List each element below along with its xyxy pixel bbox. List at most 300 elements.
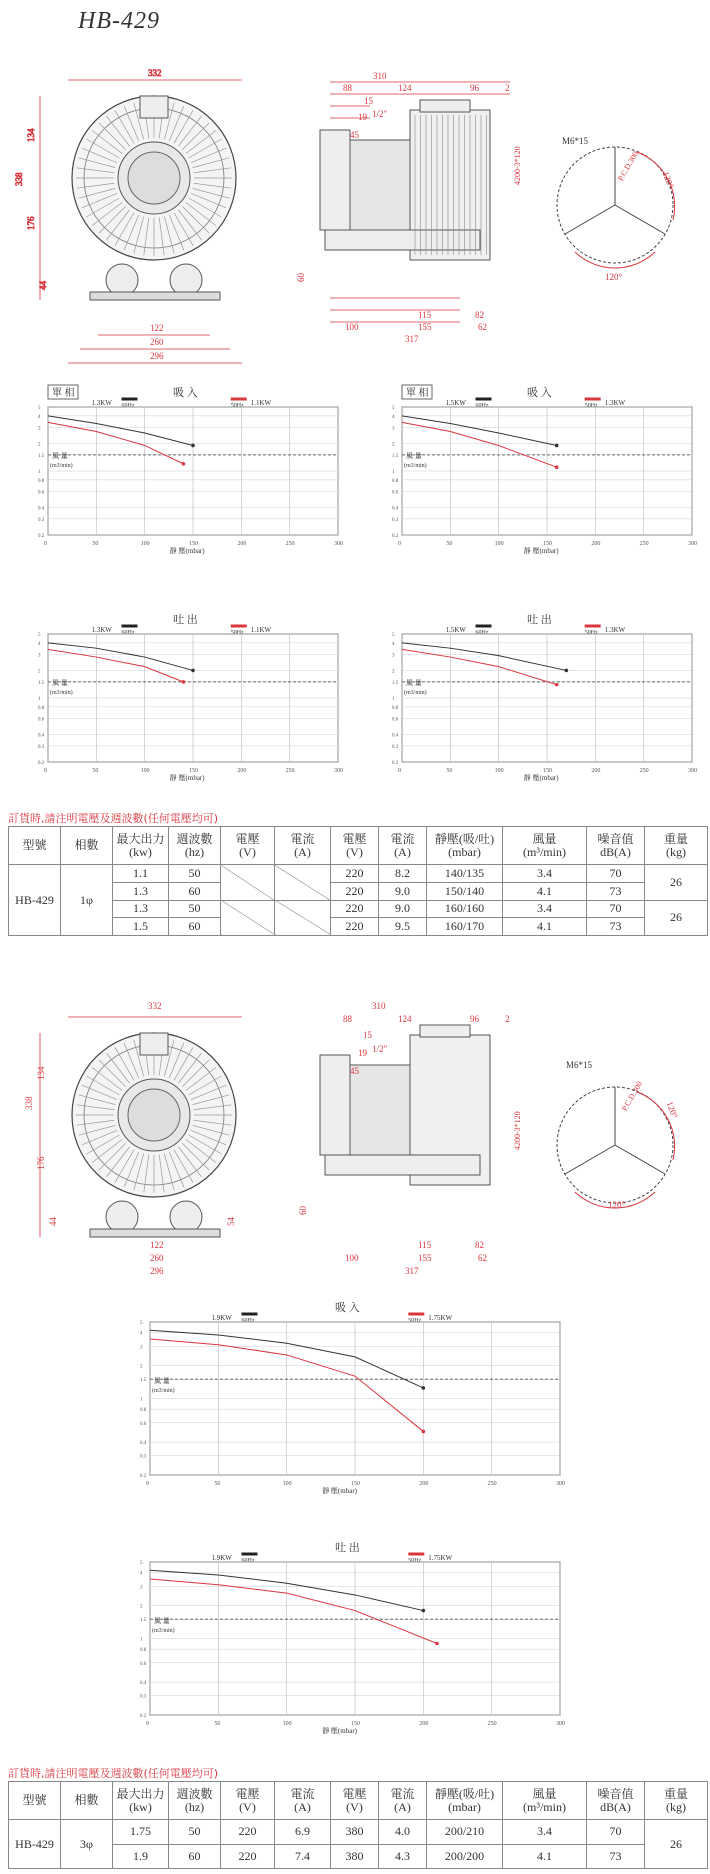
y-tick-label: 0.4: [140, 1681, 147, 1687]
table-cell: 3.4: [503, 1820, 587, 1845]
y-tick-label: 0.8: [140, 1648, 147, 1654]
y-tick-label: 3: [38, 426, 41, 432]
x-axis-label: 靜 壓(mbar): [169, 774, 205, 782]
x-tick-label: 150: [189, 768, 198, 774]
y-tick-label: 0.6: [140, 1661, 147, 1667]
y-axis-unit: (m3/min): [152, 1628, 175, 1635]
chart-svg: [392, 612, 702, 802]
y-tick-label: 1: [140, 1397, 143, 1403]
table-cell: 4.0: [379, 1820, 427, 1845]
dim2-side-62: 62: [478, 1253, 487, 1263]
dim-side-half: 1/2": [372, 109, 388, 119]
table-cell: 220: [331, 882, 379, 900]
table-cell: 1.75: [113, 1820, 169, 1845]
y-tick-label: 0.4: [38, 733, 45, 739]
legend-label: 1.9KW: [211, 1554, 232, 1562]
dim-side-pipe: 4200-3*120: [513, 146, 522, 185]
dim-side-60: 60: [296, 273, 306, 282]
table-cell: 1.3: [113, 900, 169, 918]
x-axis-label: 靜 壓(mbar): [523, 774, 559, 782]
dim2-side-15: 15: [363, 1030, 372, 1040]
dim-b1: 122: [150, 323, 164, 333]
y-tick-label: 2: [140, 1364, 143, 1370]
legend-label: 1.9KW: [211, 1314, 232, 1322]
series-end-point: [422, 1609, 426, 1613]
legend-hz: 1.1KW: [250, 399, 272, 407]
order-note-1: 訂貨時,請注明電壓及週波數(任何電壓均可): [8, 812, 219, 825]
table-cell: 8.2: [379, 865, 427, 883]
th2-power: 最大出力 (kw): [113, 1782, 169, 1820]
legend-label: 50Hz: [584, 403, 598, 409]
y-tick-label: 1: [38, 697, 41, 702]
dim2-b2: 260: [150, 1253, 164, 1263]
y-tick-label: 0.8: [38, 705, 45, 711]
chart-three-phase-suction: [140, 1300, 570, 1515]
table-cell: 3.4: [503, 865, 587, 883]
legend-hz: 60Hz: [121, 403, 135, 409]
y-tick-label: 0.8: [140, 1408, 147, 1414]
table-cell: 220: [331, 865, 379, 883]
series-end-point: [422, 1386, 426, 1390]
chart-title: 吸 入: [527, 387, 552, 399]
y-tick-label: 0.2: [392, 761, 399, 766]
legend-label: 1.5KW: [445, 626, 466, 634]
x-axis-label: 靜 壓(mbar): [169, 547, 205, 555]
table-cell: 1.5: [113, 918, 169, 936]
legend-hz: 60Hz: [475, 630, 489, 636]
legend-hz: 1.75KW: [428, 1554, 453, 1562]
y-tick-label: 1.5: [140, 1378, 147, 1384]
legend-label: 50Hz: [408, 1318, 422, 1324]
x-axis-label: 靜 壓(mbar): [523, 547, 559, 555]
y-tick-label: 0.4: [38, 506, 45, 512]
th-power: 最大出力 (kw): [113, 827, 169, 865]
x-tick-label: 200: [591, 768, 601, 774]
dim-h1: 134: [26, 128, 36, 142]
table-cell: 6.9: [275, 1820, 331, 1845]
y-tick-label: 0.8: [392, 478, 399, 484]
th-phase: 相數: [61, 827, 113, 865]
series-end-point: [191, 669, 195, 673]
y-axis-unit: (m3/min): [50, 463, 73, 470]
table-cell: 4.1: [503, 1844, 587, 1869]
x-tick-label: 300: [556, 1721, 565, 1727]
x-axis-label: 靜 壓(mbar): [322, 1487, 357, 1495]
dim-b3: 296: [150, 351, 164, 361]
table-cell: 60: [169, 882, 221, 900]
x-tick-label: 250: [487, 1721, 497, 1727]
series-end-point: [555, 683, 559, 687]
y-tick-label: 2: [392, 669, 395, 675]
flange2-pcd-label: P.C.D.300: [620, 1079, 645, 1113]
y-tick-label: 0.8: [38, 478, 45, 484]
y-tick-label: 3: [392, 653, 395, 659]
dim-side-317: 317: [405, 334, 419, 344]
dim-h2: 176: [26, 216, 36, 230]
dim2-side-317: 317: [405, 1266, 419, 1276]
x-tick-label: 100: [494, 541, 504, 547]
table-cell: 9.0: [379, 882, 427, 900]
table-cell: 150/140: [427, 882, 503, 900]
x-tick-label: 100: [140, 541, 150, 547]
dim2-h1: 134: [36, 1066, 46, 1080]
y-tick-label: 0.4: [140, 1441, 147, 1447]
x-tick-label: 0: [398, 768, 401, 774]
x-tick-label: 50: [92, 768, 99, 774]
flange2-bolt-label: M6*15: [566, 1060, 593, 1070]
y-tick-label: 1.5: [38, 680, 45, 686]
table-cell: 3.4: [503, 900, 587, 918]
series-line: [48, 422, 183, 463]
series-end-point: [182, 462, 186, 466]
dim-side-124: 124: [398, 83, 412, 93]
cell-phase: 1φ: [61, 865, 113, 936]
cell2-phase: 3φ: [61, 1820, 113, 1869]
x-tick-label: 100: [140, 768, 150, 774]
table-cell: 73: [587, 1844, 645, 1869]
dim-side-45: 45: [350, 130, 359, 140]
y-tick-label: 0.2: [38, 534, 45, 539]
x-tick-label: 150: [351, 1721, 360, 1727]
table-cell: 1.3: [113, 882, 169, 900]
dim2-side-2: 2: [505, 1014, 510, 1024]
y-tick-label: 4: [140, 1571, 143, 1577]
th-voltage-1: 電壓 (V): [221, 827, 275, 865]
y-tick-label: 0.2: [392, 534, 399, 539]
dim2-h3: 44: [48, 1217, 58, 1226]
table-cell: 200/210: [427, 1820, 503, 1845]
y-tick-label: 2: [392, 442, 395, 448]
legend-label: 50Hz: [230, 403, 244, 409]
th-freq: 週波數 (hz): [169, 827, 221, 865]
dim-width: 332: [148, 68, 162, 78]
dim-side-82: 82: [475, 310, 484, 320]
chart-title: 吐 出: [335, 1542, 360, 1554]
dim2-side-total: 310: [372, 1001, 386, 1011]
chart-discharge-2: [392, 612, 702, 802]
series-end-point: [191, 444, 195, 448]
dim2-side-96: 96: [470, 1014, 479, 1024]
x-tick-label: 0: [398, 541, 401, 547]
table-cell: 9.5: [379, 918, 427, 936]
chart-single-phase-suction-1: [38, 385, 348, 575]
table-cell: 1.9: [113, 1844, 169, 1869]
dim2-height: 338: [24, 1096, 34, 1110]
x-tick-label: 200: [419, 1481, 429, 1487]
y-tick-label: 0.3: [38, 744, 45, 750]
blank-cell: [275, 865, 331, 901]
dimension-drawing-bottom: [0, 995, 710, 1255]
th2-voltage-2: 電壓 (V): [331, 1782, 379, 1820]
th2-airflow: 風量 (m³/min): [503, 1782, 587, 1820]
legend-label: 50Hz: [230, 630, 244, 636]
y-tick-label: 0.6: [38, 717, 45, 723]
table-cell: 7.4: [275, 1844, 331, 1869]
y-axis-unit: (m3/min): [50, 690, 73, 697]
y-tick-label: 2: [38, 442, 41, 448]
y-tick-label: 0.2: [38, 761, 45, 766]
dim-side-155: 155: [418, 322, 432, 332]
x-tick-label: 100: [282, 1481, 292, 1487]
y-axis-unit: (m3/min): [404, 463, 427, 470]
x-tick-label: 300: [334, 541, 343, 547]
chart-title: 吸 入: [173, 387, 198, 399]
table-cell: 220: [221, 1844, 275, 1869]
y-axis-label: 風 量: [52, 452, 68, 461]
table-cell: 50: [169, 1820, 221, 1845]
table-cell: 220: [331, 918, 379, 936]
y-tick-label: 3: [140, 1585, 143, 1591]
legend-hz: 60Hz: [121, 630, 135, 636]
th2-model: 型號: [9, 1782, 61, 1820]
y-tick-label: 1: [38, 470, 41, 475]
chart-single-phase-suction-2: [392, 385, 702, 575]
y-tick-label: 5: [392, 633, 395, 638]
flange-angle-b: 120°: [605, 272, 623, 282]
dim2-b1: 122: [150, 1240, 164, 1250]
dim2-width: 332: [148, 1001, 162, 1011]
th2-freq: 週波數 (hz): [169, 1782, 221, 1820]
table-cell: 380: [331, 1820, 379, 1845]
y-tick-label: 5: [38, 633, 41, 638]
y-tick-label: 3: [392, 426, 395, 432]
table-cell: 1.1: [113, 865, 169, 883]
legend-hz: 1.75KW: [428, 1314, 453, 1322]
table-cell: 4.3: [379, 1844, 427, 1869]
y-tick-label: 0.6: [38, 490, 45, 496]
series-end-point: [555, 465, 559, 469]
th2-noise: 噪音值 dB(A): [587, 1782, 645, 1820]
y-tick-label: 0.2: [140, 1474, 147, 1479]
table-cell: 73: [587, 918, 645, 936]
y-tick-label: 1: [392, 470, 395, 475]
y-tick-label: 4: [38, 414, 41, 420]
cell-weight: 26: [645, 865, 708, 901]
chart-title: 吐 出: [527, 614, 552, 626]
y-tick-label: 0.3: [140, 1694, 147, 1700]
dim2-side-115: 115: [418, 1240, 432, 1250]
y-tick-label: 1: [392, 697, 395, 702]
y-tick-label: 4: [392, 414, 395, 420]
legend-label: 50Hz: [584, 630, 598, 636]
y-axis-label: 風 量: [406, 679, 422, 688]
x-tick-label: 250: [487, 1481, 497, 1487]
x-tick-label: 250: [639, 541, 649, 547]
th2-voltage-1: 電壓 (V): [221, 1782, 275, 1820]
y-tick-label: 0.4: [392, 506, 399, 512]
series-end-point: [422, 1430, 426, 1434]
legend-hz: 1.1KW: [250, 626, 272, 634]
front-view: [72, 96, 236, 300]
x-tick-label: 0: [146, 1721, 149, 1727]
x-tick-label: 300: [688, 541, 697, 547]
y-tick-label: 4: [140, 1331, 143, 1337]
y-tick-label: 0.6: [392, 717, 399, 723]
flange-bolt-label: M6*15: [562, 136, 589, 146]
dim-side-96: 96: [470, 83, 479, 93]
dim-side-15: 15: [364, 96, 373, 106]
x-tick-label: 50: [214, 1481, 221, 1487]
dim-h3: 44: [38, 281, 48, 290]
flange-pcd-label: P.C.D.300: [616, 149, 641, 183]
x-tick-label: 150: [189, 541, 198, 547]
th-pressure: 靜壓(吸/吐) (mbar): [427, 827, 503, 865]
y-axis-label: 風 量: [154, 1617, 170, 1626]
chart-svg: [140, 1540, 570, 1755]
x-tick-label: 50: [446, 768, 453, 774]
dim2-h2: 176: [36, 1156, 46, 1170]
flange-diagram-top: [545, 130, 695, 290]
legend-hz: 60Hz: [241, 1558, 255, 1564]
model-title: HB-429: [78, 8, 160, 34]
series-end-point: [435, 1642, 439, 1646]
x-tick-label: 50: [446, 541, 453, 547]
table-cell: 60: [169, 918, 221, 936]
table-cell: 70: [587, 900, 645, 918]
y-tick-label: 0.8: [392, 705, 399, 711]
y-tick-label: 5: [392, 406, 395, 411]
x-tick-label: 150: [351, 1481, 360, 1487]
th2-pressure: 靜壓(吸/吐) (mbar): [427, 1782, 503, 1820]
x-tick-label: 300: [688, 768, 697, 774]
x-tick-label: 200: [237, 541, 247, 547]
table-cell: 60: [169, 1844, 221, 1869]
y-tick-label: 3: [140, 1345, 143, 1351]
table-cell: 73: [587, 882, 645, 900]
x-tick-label: 0: [146, 1481, 149, 1487]
chart-title: 吸 入: [335, 1302, 360, 1314]
spec-table-1: [8, 826, 708, 936]
dim2-side-82: 82: [475, 1240, 484, 1250]
cell2-weight: 26: [645, 1820, 708, 1869]
y-tick-label: 2: [38, 669, 41, 675]
legend-label: 1.3KW: [91, 626, 112, 634]
dim2-side: 54: [226, 1217, 236, 1226]
dim2-side-155: 155: [418, 1253, 432, 1263]
x-tick-label: 200: [591, 541, 601, 547]
th2-phase: 相數: [61, 1782, 113, 1820]
legend-hz: 1.3KW: [604, 399, 626, 407]
chart-phase: 單 相: [406, 388, 429, 399]
legend-hz: 60Hz: [475, 403, 489, 409]
x-tick-label: 150: [543, 541, 552, 547]
chart-svg: [38, 385, 348, 575]
y-tick-label: 1.5: [140, 1618, 147, 1624]
chart-svg: [38, 612, 348, 802]
front-view-2: [72, 1033, 236, 1237]
th-current-1: 電流 (A): [275, 827, 331, 865]
dim2-side-pipe: 4200-3*120: [513, 1111, 522, 1150]
y-tick-label: 0.2: [140, 1714, 147, 1719]
x-tick-label: 200: [237, 768, 247, 774]
series-end-point: [555, 444, 559, 448]
x-tick-label: 250: [285, 768, 295, 774]
dim2-side-88: 88: [343, 1014, 352, 1024]
cell-model: HB-429: [9, 865, 61, 936]
th-voltage-2: 電壓 (V): [331, 827, 379, 865]
side-view-top: [310, 70, 520, 360]
blank-cell: [221, 900, 275, 936]
series-line: [48, 416, 193, 446]
legend-label: 1.5KW: [445, 399, 466, 407]
table-cell: 50: [169, 900, 221, 918]
dim2-side-124: 124: [398, 1014, 412, 1024]
dim-b2: 260: [150, 337, 164, 347]
y-tick-label: 0.4: [392, 733, 399, 739]
dim2-side-60: 60: [298, 1206, 308, 1215]
y-tick-label: 0.3: [392, 517, 399, 523]
y-tick-label: 2: [140, 1604, 143, 1610]
dim2-side-45: 45: [350, 1066, 359, 1076]
chart-svg: [140, 1300, 570, 1515]
order-note-2: 訂貨時,請注明電壓及週波數(任何電壓均可): [8, 1767, 219, 1780]
y-tick-label: 1.5: [392, 453, 399, 459]
y-axis-unit: (m3/min): [404, 690, 427, 697]
table-cell: 160/170: [427, 918, 503, 936]
y-tick-label: 4: [392, 641, 395, 647]
legend-hz: 60Hz: [241, 1318, 255, 1324]
blank-cell: [275, 900, 331, 936]
legend-label: 1.3KW: [91, 399, 112, 407]
th-noise: 噪音值 dB(A): [587, 827, 645, 865]
legend-label: 50Hz: [408, 1558, 422, 1564]
blank-cell: [221, 865, 275, 901]
th2-weight: 重量 (kg): [645, 1782, 708, 1820]
dim2-side-half: 1/2": [372, 1044, 388, 1054]
table-cell: 200/200: [427, 1844, 503, 1869]
y-tick-label: 0.3: [38, 517, 45, 523]
flange2-angle-a: 120°: [664, 1100, 680, 1120]
x-tick-label: 50: [214, 1721, 221, 1727]
series-line: [150, 1579, 437, 1644]
cell2-model: HB-429: [9, 1820, 61, 1869]
y-tick-label: 1.5: [38, 453, 45, 459]
y-tick-label: 5: [140, 1561, 143, 1566]
flange2-angle-b: 120°: [608, 1200, 626, 1210]
dim-height: 338: [14, 172, 24, 186]
y-tick-label: 5: [38, 406, 41, 411]
th-weight: 重量 (kg): [645, 827, 708, 865]
table-cell: 220: [331, 900, 379, 918]
x-tick-label: 50: [92, 541, 99, 547]
chart-three-phase-discharge: [140, 1540, 570, 1755]
table-cell: 50: [169, 865, 221, 883]
flange-angle-a: 120°: [660, 170, 676, 190]
x-tick-label: 300: [334, 768, 343, 774]
cell-weight: 26: [645, 900, 708, 936]
x-tick-label: 150: [543, 768, 552, 774]
chart-phase: 單 相: [52, 388, 75, 399]
th2-current-1: 電流 (A): [275, 1782, 331, 1820]
x-tick-label: 200: [419, 1721, 429, 1727]
table-cell: 380: [331, 1844, 379, 1869]
table-cell: 140/135: [427, 865, 503, 883]
y-tick-label: 0.3: [392, 744, 399, 750]
dim-side-88: 88: [343, 83, 352, 93]
x-tick-label: 250: [639, 768, 649, 774]
dim2-side-19: 19: [358, 1048, 367, 1058]
table-cell: 70: [587, 865, 645, 883]
dim2-side-100: 100: [345, 1253, 359, 1263]
series-line: [402, 643, 566, 671]
y-tick-label: 1.5: [392, 680, 399, 686]
y-tick-label: 0.6: [140, 1421, 147, 1427]
x-tick-label: 100: [282, 1721, 292, 1727]
th2-current-2: 電流 (A): [379, 1782, 427, 1820]
x-tick-label: 0: [44, 768, 47, 774]
chart-title: 吐 出: [173, 614, 198, 626]
th-current-2: 電流 (A): [379, 827, 427, 865]
